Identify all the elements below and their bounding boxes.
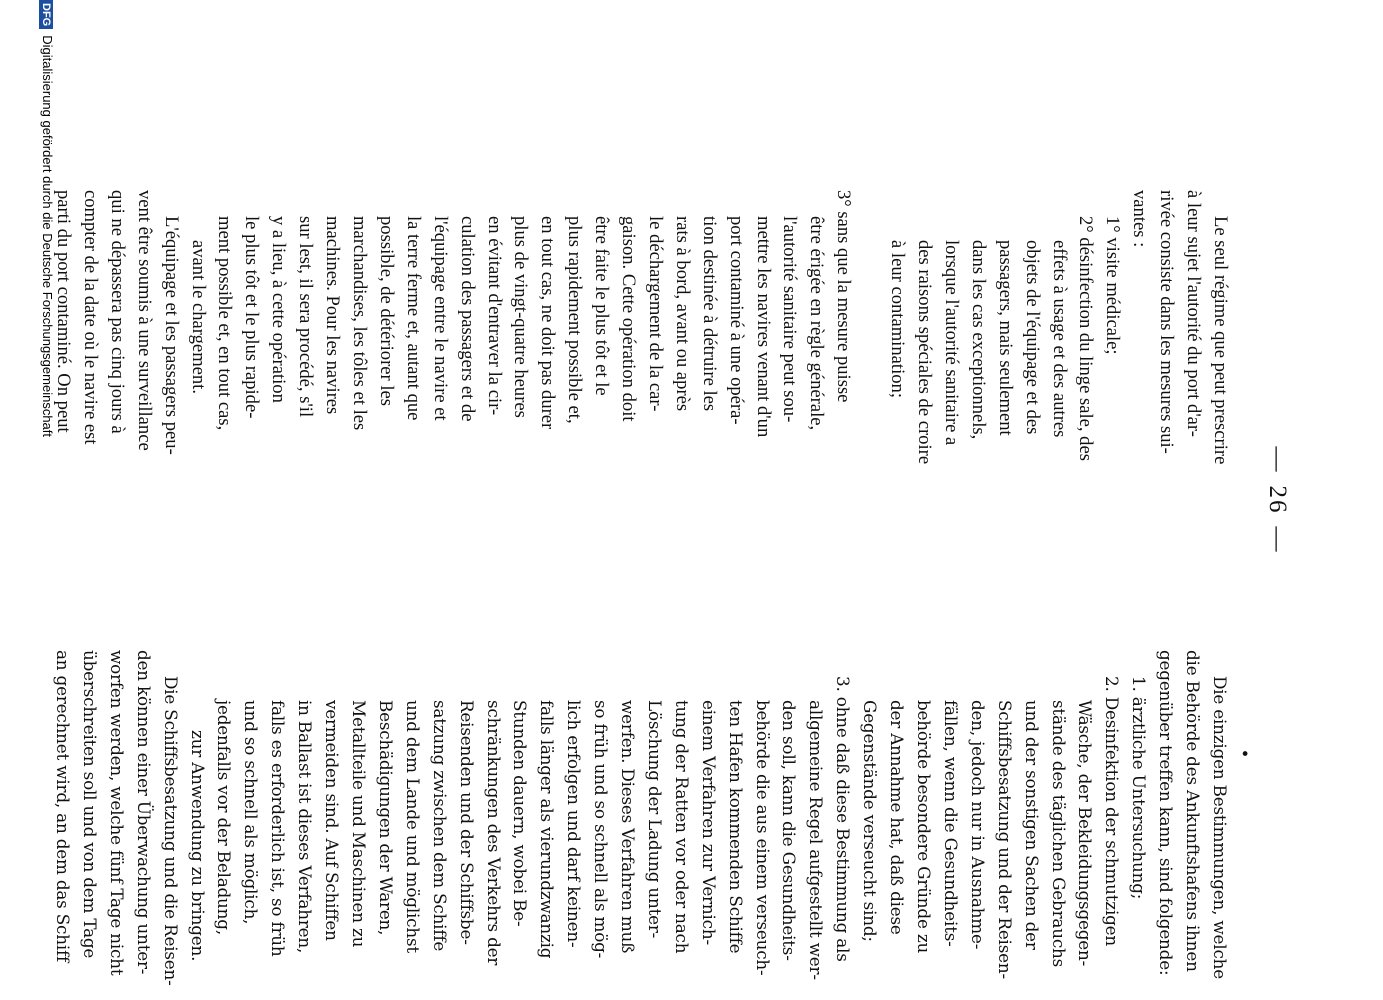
text-line: Reisenden und der Schiffsbe- (456, 700, 477, 945)
text-line: behörde besondere Gründe zu (914, 700, 935, 954)
text-line: tung der Ratten vor oder nach (671, 700, 692, 954)
text-line: Löschung der Ladung unter- (644, 700, 665, 939)
text-line: mettre les navires venant d'un (752, 216, 774, 438)
text-line: Metallteile und Maschinen zu (349, 700, 369, 948)
text-line: l'équipage entre le navire et (429, 216, 451, 421)
page-number: —26— (1264, 446, 1291, 554)
text-line: port contaminé à une opéra- (725, 216, 747, 425)
text-line: le déchargement de la car- (644, 216, 666, 412)
text-line: die Behörde des Ankunftshafens ihnen (1183, 650, 1204, 972)
text-line: falls es erforderlich ist, so früh (268, 700, 289, 957)
text-line: an gerechnet wird, an dem das Schiff (53, 650, 74, 963)
text-line: stände des täglichen Gebrauchs (1048, 700, 1069, 968)
text-line: plus rapidement possible et, (564, 216, 586, 424)
text-line: en tout cas, ne doit pas durer (537, 216, 559, 430)
text-line: und der sonstigen Sachen der (1021, 700, 1042, 950)
credit-text: Digitalisierung gefördert durch die Deutsche Forschungsgemeinschaft (40, 35, 55, 438)
text-line: vent être soumis à une surveillance (133, 190, 155, 451)
dfg-logo: DFG (39, 0, 53, 29)
text-line: être faite le plus tôt et le (591, 216, 613, 396)
text-line: tion destinée à détruire les (698, 216, 720, 412)
text-line: dans les cas exceptionnels, (967, 240, 989, 440)
text-line: parti du port contaminé. On peut (53, 190, 75, 433)
text-line: den, jedoch nur in Ausnahme- (967, 700, 988, 950)
text-line: Die einzigen Bestimmungen, welche (1210, 676, 1230, 979)
text-line: Stunden dauern, wobei Be- (510, 700, 531, 927)
text-line: Gegenstände verseucht sind; (860, 700, 881, 942)
text-line: qui ne dépassera pas cinq jours à (106, 190, 128, 434)
text-line: schränkungen des Verkehrs der (483, 700, 504, 966)
text-line: der Annahme hat, daß diese (887, 700, 908, 935)
text-line: des raisons spéciales de croire (914, 240, 936, 465)
text-line: y a lieu, à cette opération (268, 216, 290, 403)
text-line: worfen werden, welche fünf Tage nicht (106, 650, 127, 976)
text-line: à leur sujet l'autorité du port d'ar- (1183, 190, 1205, 437)
text-line: vermeiden sind. Auf Schiffen (322, 700, 343, 941)
text-line: lorsque l'autorité sanitaire a (940, 240, 962, 446)
text-line: und so schnell als möglich, (241, 700, 262, 925)
text-line: jedenfalls vor der Beladung, (214, 700, 235, 935)
text-line: allgemeine Regel aufgestellt wer- (806, 700, 827, 980)
text-line: avant le chargement. (187, 240, 209, 395)
text-line: la terre ferme et, autant que (402, 216, 424, 421)
text-line: possible, de détériorer les (375, 216, 397, 407)
text-line: Wäsche, der Bekleidungsgegen- (1075, 700, 1096, 967)
text-line: 1. ärztliche Untersuchung; (1129, 676, 1150, 900)
text-line: den soll, kann die Gesundheits- (779, 700, 800, 961)
text-line: l'autorité sanitaire peut sou- (779, 216, 801, 423)
text-line: gaison. Cette opération doit (618, 216, 640, 422)
page-number-value: 26 (1264, 485, 1291, 515)
text-line: einem Verfahren zur Vernich- (698, 700, 719, 945)
text-line: le plus tôt et le plus rapide- (241, 216, 263, 419)
text-line: marchandises, les tôles et les (349, 216, 370, 431)
text-line: Schiffsbesatzung und der Reisen- (994, 700, 1015, 979)
credit-line (39, 0, 55, 437)
text-line: den können einer Überwachung unter- (133, 650, 154, 975)
text-line: en évitant d'entraver la cir- (483, 216, 505, 416)
text-line: 3. ohne daß diese Bestimmung als (833, 676, 854, 962)
text-line: überschreiten soll und von dem Tage (79, 650, 100, 959)
text-line: machines. Pour les navires (322, 216, 344, 415)
text-line: 3° sans que la mesure puisse (833, 190, 855, 403)
text-line: zur Anwendung zu bringen. (187, 730, 208, 962)
text-line: gegenüber treffen kann, sind folgende: (1156, 650, 1177, 976)
text-line: behörde die aus einem verseuch- (752, 700, 773, 976)
text-line: objets de l'équipage et des (1021, 240, 1043, 435)
text-line: 1° visite médicale; (1102, 216, 1124, 355)
text-line: compter de la date où le navire est (79, 190, 101, 445)
digitization-credit (0, 0, 63, 1000)
text-line: culation des passagers et de (456, 216, 478, 422)
text-line: lich erfolgen und darf keinen- (564, 700, 585, 948)
text-line: être érigée en règle générale, (806, 216, 828, 431)
text-line: Die Schiffsbesatzung und die Reisen- (160, 676, 181, 986)
text-line: sur lest, il sera procédé, s'il (295, 216, 317, 418)
text-line: so früh und so schnell als mög- (591, 700, 612, 959)
german-column (49, 650, 1233, 1000)
text-line: Beschädigungen der Waren, (375, 700, 396, 936)
text-line: 2. Desinfektion der schmutzigen (1102, 676, 1123, 946)
text-line: satzung zwischen dem Schiffe (429, 700, 450, 952)
text-line: 2° désinfection du linge sale, des (1075, 216, 1097, 461)
french-column (49, 190, 1233, 620)
text-line: effets à usage et des autres (1048, 240, 1070, 438)
text-line: ten Hafen kommenden Schiffe (725, 700, 746, 954)
ink-dot: • (1233, 750, 1255, 758)
text-line: fällen, wenn die Gesundheits- (940, 700, 961, 947)
text-line: ment possible et, en tout cas, (214, 216, 236, 431)
text-line: Le seul régime que peut prescrire (1210, 216, 1231, 465)
text-line: L'équipage et les passagers peu- (160, 216, 182, 455)
text-line: werfen. Dieses Verfahren muß (618, 700, 639, 954)
text-line: plus de vingt-quatre heures (510, 216, 532, 418)
text-line: in Ballast ist dieses Verfahren, (295, 700, 316, 954)
text-line: rats à bord, avant ou après (671, 216, 693, 412)
text-line (856, 190, 883, 620)
text-line: passagers, mais seulement (994, 240, 1016, 436)
text-line: und dem Lande und möglichst (402, 700, 423, 953)
text-line: falls länger als vierundzwanzig (537, 700, 558, 959)
text-line: rivée consiste dans les mesures sui- (1156, 190, 1178, 454)
text-line: à leur contamination; (887, 240, 909, 398)
text-line: vantes : (1129, 190, 1151, 248)
